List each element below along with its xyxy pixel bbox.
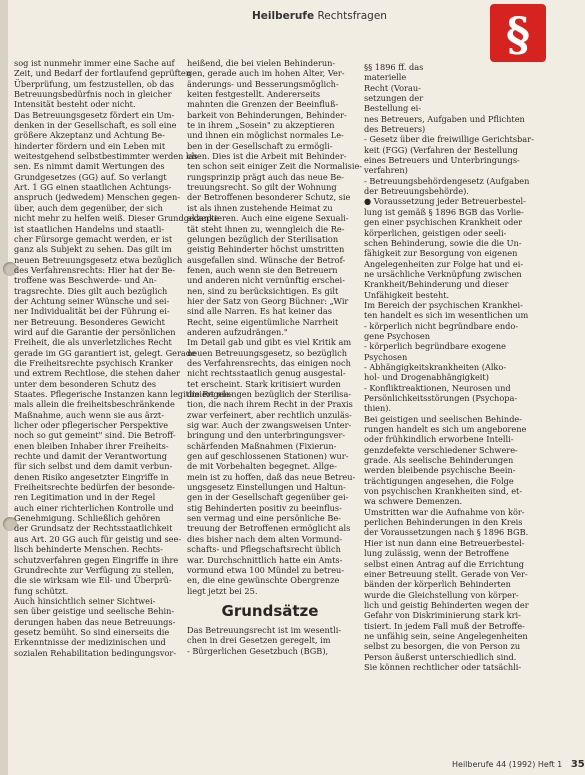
text-line: mals allein die freiheitsbeschränkende [14, 399, 175, 410]
text-line: - körperlich nicht begründbare endo- [364, 320, 519, 331]
text-line: hol- und Drogenabhängigkeit) [364, 372, 489, 383]
text-line: trächtigungen angesehen, die Folge [364, 475, 514, 486]
text-line: selbst einen Antrag auf die Errichtung [364, 558, 525, 569]
text-line: barkeit von Behinderungen, Behinder- [187, 109, 347, 120]
text-line: tisiert. In jedem Fall muß der Betroffe- [364, 620, 525, 631]
text-line: des Verfahrensrechts: Hier hat der Be- [14, 264, 176, 275]
text-line: schutzverfahren gegen Eingriffe in ihre [14, 554, 179, 565]
text-line: troffene was Beschwerde- und An- [14, 275, 157, 286]
text-line: heißend, die bei vielen Behinderun- [187, 58, 336, 68]
text-line: ist staatlichen Handelns und staatli- [14, 223, 165, 234]
text-line: Freiheitsrechte bedürfen der besonde- [14, 482, 175, 493]
text-line: ist als ihnen zustehende Heimat zu [187, 202, 333, 213]
header-section: Heilberufe [252, 10, 315, 22]
text-line: thien). [364, 403, 392, 414]
text-line: tragsrechte. Dies gilt auch bezüglich [14, 285, 168, 296]
text-line: nes Betreuers, Aufgaben und Pflichten [364, 113, 525, 124]
text-line: Hier ist nun dann eine Betreuerbestel- [364, 537, 525, 548]
text-line: Betreuungsbedürfnis noch in gleicher [14, 89, 172, 100]
text-line: sen. Es nimmt damit Wertungen des [14, 161, 165, 172]
text-line: wurde die Gleichstellung von körper- [364, 589, 519, 600]
text-line: Recht (Vorau- [364, 82, 421, 93]
column2-body-b [187, 625, 353, 656]
text-line: änderungs- und Besserungsmöglich- [187, 78, 339, 89]
text-line: die Regelungen bezüglich der Sterilisa- [187, 389, 352, 399]
text-line: ner Betreuung. Besonderes Gewicht [14, 316, 165, 327]
text-line: größere Akzeptanz und Achtung Be- [14, 130, 165, 141]
page-gutter-shadow [0, 0, 8, 775]
text-line: Das Betreuungsrecht ist im wesentli- [187, 624, 342, 635]
text-line: tion, die nach ihrem Recht in der Praxis [187, 399, 353, 410]
text-line: gen einer psychischen Krankheit oder [364, 217, 523, 228]
text-line: denen Risiko angesetzter Eingriffe in [14, 471, 169, 482]
text-line: wird auf die Garantie der persönlichen [14, 326, 176, 337]
text-line: derungen haben das neue Betreuungs- [14, 616, 176, 627]
text-line: vormund etwa 100 Mündel zu betreu- [187, 564, 345, 575]
text-line: gelungen bezüglich der Sterilisation [187, 233, 339, 244]
text-line: genzdefekte verschiedener Schwere- [364, 444, 518, 455]
text-line: §§ 1896 ff. das [364, 62, 424, 72]
text-line: Das Betreuungsgesetz fördert ein Um- [14, 109, 175, 120]
running-header [252, 10, 482, 26]
text-line: rungsprinzip prägt auch das neue Be- [187, 171, 344, 182]
text-line: tät steht ihnen zu, wenngleich die Re- [187, 223, 345, 234]
text-line: fähigkeit zur Besorgung von eigenen [364, 248, 518, 259]
text-line: treuungsrecht. So gilt der Wohnung [187, 182, 337, 193]
text-line: keiten festgestellt. Andererseits [187, 89, 321, 100]
text-line: ganz als Subjekt zu sehen. Das gilt im [14, 244, 172, 255]
text-line: ungsgesetz Einstellungen und Haltun- [187, 482, 346, 493]
text-line: ten schon seit einiger Zeit die Normalisie- [187, 161, 363, 172]
text-line: en, die eine gewünschte Obergrenze [187, 575, 340, 586]
text-line: die Freiheitsrechte psychisch Kranker [14, 357, 174, 368]
text-line: oder frühkindlich erworbene Intelli- [364, 434, 514, 445]
text-line: und ihnen ein möglichst normales Le- [187, 130, 344, 141]
text-line: Unfähigkeit besteht. [364, 289, 450, 300]
text-line: nen, sind zu berücksichtigen. Es gilt [187, 285, 339, 296]
text-line: chen in drei Gesetzen geregelt, im [187, 635, 331, 646]
text-line: ner Individualität bei der Führung ei- [14, 306, 170, 317]
text-line: gen, gerade auch im hohen Alter, Ver- [187, 68, 345, 79]
text-line: Freiheit, die als unverletzliches Recht [14, 337, 172, 348]
footer-journal: Heilberufe 44 (1992) Heft 1 [452, 760, 563, 769]
text-line: mahnten die Grenzen der Beeinfluß- [187, 99, 339, 110]
text-line: denken in der Gesellschaft, es soll eine [14, 120, 177, 131]
text-line: Bestellung ei- [364, 103, 422, 114]
text-line: lich und geistig Behinderten wegen der [364, 599, 529, 610]
text-line: bringung und den unterbringungsver- [187, 430, 346, 441]
text-line: Gefahr von Diskriminierung stark kri- [364, 610, 521, 621]
text-line: sozialen Rehabilitation bedingungsvor- [14, 647, 177, 658]
text-line: selbst zu besorgen, die von Person zu [364, 641, 521, 652]
text-line: - Abhängigkeitskrankheiten (Alko- [364, 361, 507, 372]
text-line: licher oder pflegerischer Perspektive [14, 420, 169, 431]
text-line: chen. Dies ist die Arbeit mit Behinder- [187, 151, 347, 162]
text-line: enen bleiben Inhaber ihrer Freiheits- [14, 440, 169, 451]
text-line: sen vermag und eine persönliche Be- [187, 513, 341, 524]
text-line: keit (FGG) (Verfahren der Bestellung [364, 144, 518, 155]
text-line: Im Bereich der psychischen Krankhei- [364, 299, 523, 310]
text-line: anderen aufzudrängen." [187, 326, 288, 337]
text-line: setzungen der [364, 93, 424, 104]
text-line: der Betreuungsbehörde). [364, 186, 469, 197]
text-line: der Betroffenen besonderer Schutz, sie [187, 192, 351, 203]
text-line: Krankheit/Behinderung und dieser [364, 279, 509, 290]
text-line: ne ursächliche Verknüpfung zwischen [364, 268, 522, 279]
text-line: Genehmigung. Schließlich gehören [14, 513, 161, 524]
text-line: geistig Behinderter höchst umstritten [187, 244, 345, 255]
text-line: eines Betreuers und Unterbringungs- [364, 155, 520, 166]
text-line: Staates. Pflegerische Instanzen kann legitimiert nie- [14, 389, 233, 399]
text-line: hier der Satz von Georg Büchner: „Wir [187, 295, 349, 306]
text-line: cher Fürsorge gemacht werden, er ist [14, 233, 173, 244]
text-line: Im Detail gab und gibt es viel Kritik am [187, 337, 352, 348]
text-line: neuen Betreuungsgesetz, so bezüglich [187, 347, 347, 358]
text-line: gen in der Gesellschaft gegenüber gei- [187, 492, 349, 503]
text-line: nicht rechtsstaatlich genug ausgestal- [187, 368, 346, 379]
text-line: über, auch dem gegenüber, der sich [14, 202, 163, 213]
paragraph-logo-icon [486, 2, 550, 64]
text-line: - Konfliktreaktionen, Neurosen und [364, 382, 511, 393]
text-line: ten handelt es sich im wesentlichen um [364, 310, 529, 321]
text-line: lisch behinderte Menschen. Rechts- [14, 544, 163, 555]
text-line: Überprüfung, um festzustellen, ob das [14, 78, 174, 89]
text-line: treuung der Betroffenen ermöglicht als [187, 523, 351, 534]
text-line: Maßnahme, auch wenn sie aus ärzt- [14, 409, 164, 420]
text-line: rungen handelt es sich um angeborene [364, 424, 527, 435]
text-line: hinderter fördern und ein Leben mit [14, 140, 166, 151]
text-line: - Bürgerlichen Gesetzbuch (BGB), [187, 645, 329, 656]
text-line: anspruch (jedwedem) Menschen gegen- [14, 192, 181, 203]
text-line: der Grundsatz der Rechtsstaatlichkeit [14, 523, 173, 534]
text-line: ● Voraussetzung jeder Betreuerbestel- [364, 196, 526, 207]
text-line: Recht, seine eigentümliche Narrheit [187, 316, 339, 327]
text-line: wa schwere Demenzen. [364, 496, 463, 507]
text-line: war. Durchschnittlich hatte ein Amts- [187, 554, 343, 565]
text-line: unter dem besonderen Schutz des [14, 378, 157, 389]
text-line: Art. 1 GG einen staatlichen Achtungs- [14, 182, 172, 193]
text-line: Psychosen [364, 351, 408, 362]
section-heading-grundsaetze: Grundsätze [221, 601, 319, 620]
text-line: die sie wirksam wie Eil- und Überprü- [14, 575, 172, 586]
page-footer [452, 759, 585, 771]
text-line: te in ihrem „Sosein" zu akzeptieren [187, 120, 335, 131]
text-line: Auch hinsichtlich seiner Sichtwei- [14, 595, 156, 606]
text-line: der Achtung seiner Wünsche und sei- [14, 295, 170, 306]
text-line: - Betreuungsbehördengesetz (Aufgaben [364, 175, 530, 186]
text-line: sog ist nunmehr immer eine Sache auf [14, 58, 175, 68]
text-line: materielle [364, 72, 407, 83]
text-line: verfahren) [364, 165, 408, 176]
text-line: fung schützt. [14, 585, 69, 596]
text-line: Bei geistigen und seelischen Behinde- [364, 413, 523, 424]
header-topic: Rechtsfragen [317, 10, 387, 22]
text-line: für sich selbst und dem damit verbun- [14, 461, 173, 472]
text-line: Persönlichkeitsstörungen (Psychopa- [364, 393, 518, 403]
text-line: und extrem Rechtlose, die stehen daher [14, 368, 181, 379]
text-line: - körperlich begründbare exogene [364, 341, 506, 352]
text-line: des Verfahrensrechts, das einigen noch [187, 357, 351, 368]
text-line: stig Behinderten positiv zu beeinflus- [187, 502, 342, 513]
text-line: ne unfähig sein, seine Angelegenheiten [364, 630, 528, 641]
text-line: ren Legitimation und in der Regel [14, 492, 156, 503]
text-line: liegt jetzt bei 25. [187, 585, 258, 596]
text-line: Intensität besteht oder nicht. [14, 99, 136, 110]
text-line: noch so gut gemeint" sind. Die Betroff- [14, 430, 176, 441]
text-line: dies bisher nach dem alten Vormund- [187, 533, 343, 544]
column2-body-a [187, 58, 363, 596]
text-line: ben in der Gesellschaft zu ermögli- [187, 140, 333, 151]
text-column-2 [187, 58, 363, 758]
text-line: lung zulässig, wenn der Betroffene [364, 548, 509, 559]
text-line: werden bleibende psychische Beein- [364, 465, 516, 476]
text-line: weitestgehend selbstbestimmter werden las- [14, 151, 201, 162]
text-line: Angelegenheiten zur Folge hat und ei- [364, 258, 524, 269]
text-line: akzeptieren. Auch eine eigene Sexuali- [187, 213, 349, 224]
text-line: Zeit, und Bedarf der fortlaufend geprüften [14, 68, 192, 79]
text-line: grade. Als seelische Behinderungen [364, 455, 514, 466]
text-line: tet erscheint. Stark kritisiert wurden [187, 378, 341, 389]
text-line: perlichen Behinderungen in den Kreis [364, 517, 523, 528]
text-line: mein ist zu hoffen, daß das neue Betreu- [187, 471, 356, 482]
text-line: gene Psychosen [364, 330, 431, 341]
text-line: Person äußerst unterschiedlich sind. [364, 651, 517, 662]
text-line: Sie können rechtlicher oder tatsächli- [364, 661, 522, 672]
text-line: Umstritten war die Aufnahme von kör- [364, 506, 525, 517]
text-line: de mit Vorbehalten begegnet. Allge- [187, 461, 337, 472]
text-line: und anderen nicht vernünftig erschei- [187, 275, 345, 286]
text-line: schärfenden Maßnahmen (Fixierun- [187, 440, 337, 451]
text-line: des Betreuers) [364, 124, 426, 135]
text-line: gen auf geschlossenen Stationen) wur- [187, 451, 349, 462]
text-line: von psychischen Krankheiten sind, et- [364, 486, 523, 497]
text-line: Grundrechte zur Verfügung zu stellen, [14, 564, 175, 575]
text-line: neuen Betreuungsgesetz etwa bezüglich [14, 254, 183, 265]
text-line: auch einer richterlichen Kontrolle und [14, 502, 174, 513]
text-line: gesetz bemüht. So sind einerseits die [14, 626, 170, 637]
text-line: lung ist gemäß § 1896 BGB das Vorlie- [364, 206, 524, 217]
text-line: sen über geistige und seelische Behin- [14, 606, 175, 617]
text-line: bänden der körperlich Behinderten [364, 579, 511, 590]
text-line: - Gesetz über die freiwillige Gerichtsbar- [364, 134, 534, 145]
text-line: der Voraussetzungen nach § 1896 BGB. [364, 527, 529, 538]
text-line: gerade im GG garantiert ist, gelegt. Gerade [14, 347, 196, 358]
text-line: Erkenntnisse der medizinischen und [14, 637, 166, 648]
text-line: Grundgesetzes (GG) auf. So verlangt [14, 171, 167, 182]
text-line: ausgefallen sind. Wünsche der Betrof- [187, 254, 346, 265]
logo-symbol: § [505, 7, 531, 61]
text-line: sind alle Narren. Es hat keiner das [187, 306, 332, 317]
text-line: aus Art. 20 GG auch für geistig und see- [14, 533, 182, 544]
text-line: rechte und damit der Verantwortung [14, 451, 168, 462]
text-line: schafts- und Pflegschaftsrecht üblich [187, 544, 341, 555]
page-number: 35 [570, 759, 585, 770]
text-line: körperlichen, geistigen oder seeli- [364, 227, 507, 238]
text-line: fenen, auch wenn sie den Betreuern [187, 264, 338, 275]
text-line: zwar verfeinert, aber rechtlich unzuläs- [187, 409, 352, 420]
text-line: sig war. Auch der zwangsweisen Unter- [187, 420, 352, 431]
text-line: schen Behinderung, sowie die die Un- [364, 237, 522, 248]
text-line: nicht mehr zu helfen weiß. Dieser Grundgedanke [14, 213, 219, 224]
text-line: einer Betreuung stellt. Gerade von Ver- [364, 568, 528, 579]
text-column-3 [364, 62, 548, 752]
